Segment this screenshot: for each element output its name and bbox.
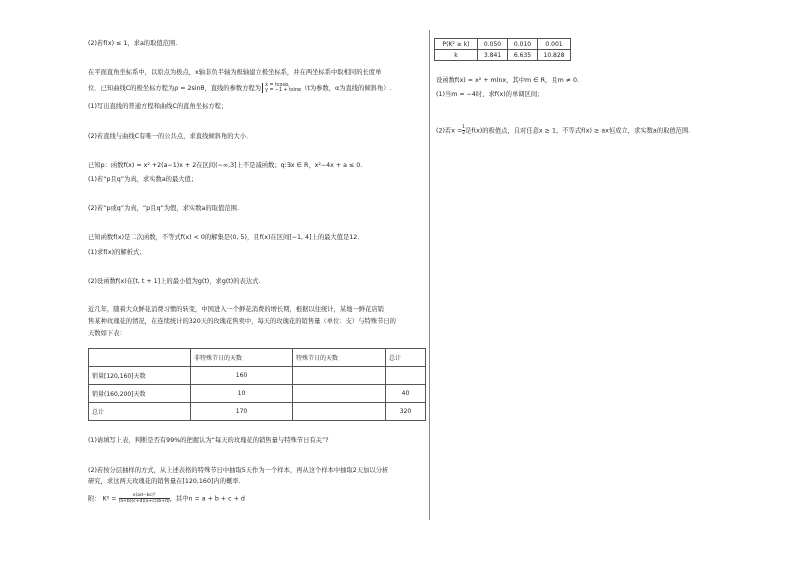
table-cell: 0.050 [478,39,508,50]
table-header-row [89,349,426,367]
table-cell: k [435,50,478,61]
table-cell: 10 [191,385,293,403]
q5-intro-line2: 售某种玫瑰花的情况，在连续统计的320天的玫瑰花售卖中，每天的玫瑰花的销售量（单位：支）与特殊节日的 [88,318,396,325]
q3-intro: 已知p：函数f(x) = x² +2(a−1)x + 2在区间(−∞,3]上不是减函数；q:∃x ∈ R，x²−4x + a ≤ 0. [88,162,363,169]
q3-part2: (2)若“p或q”为真，“p且q”为假，求实数a的取值范围. [88,205,239,212]
table-row [435,50,571,61]
param-eq-x: x = tcosα, [265,83,290,88]
formula-fraction [119,493,170,504]
q2-intro-line1: 在平面直角坐标系中，以原点为极点，x轴非负半轴为极轴建立极坐标系，并在两坐标系中取相同的长度单 [88,69,382,76]
table-header-cell: 非特殊节日的天数 [191,349,293,367]
table-cell [293,385,386,403]
table-cell: P(K² ≥ k) [435,39,478,50]
q4-part1: (1)求f(x)的解析式； [88,249,146,256]
q6-intro: 设函数f(x) = x² + mlnx，其中m ∈ R，且m ≠ 0. [436,77,580,84]
table-cell: 3.841 [478,50,508,61]
table-cell: 170 [191,403,293,421]
table-cell: 10.828 [538,50,571,61]
q2-part1: (1)写出直线的普通方程和曲线C的直角坐标方程； [88,103,228,110]
formula [88,493,245,504]
table-cell: 40 [386,385,426,403]
q1-part2: (2)若f(x) ≤ 1，求a的取值范围. [88,40,178,47]
formula-prefix: 附： [88,495,101,503]
param-system [262,83,301,93]
q6-part2b: 是f(x)的极值点，且对任意x ≥ 1，不等式f(x) ≥ ax恒成立，求实数a的取值范围. [465,127,691,135]
table-cell: 总计 [89,403,191,421]
sales-table [88,348,426,421]
table-row [89,403,426,421]
probability-table [434,38,571,61]
half-numerator: 1 [462,125,466,130]
q2-intro-line2b: （t为参数，α为直线的倾斜角）. [301,85,392,93]
half-denominator: 2 [462,131,466,136]
table-cell: 销量[120,160]天数 [89,367,191,385]
q6-part1: (1)当m = −4时，求f(x)的单调区间； [436,91,544,98]
formula-suffix: ，其中n = a + b + c + d [169,495,245,503]
q6-part2 [436,125,690,136]
q5-part2-line1: (2)若按分层抽样的方式，从上述表格的特殊节日中抽取5天作为一个样本，再从这个样本中抽取2天加以分析 [88,467,389,474]
q2-intro-line2 [88,83,392,93]
q4-part2: (2)设函数f(x)在[t, t + 1]上的最小值为g(t)，求g(t)的表达式. [88,278,261,285]
table-cell [293,367,386,385]
param-eq-y: y = −1 + tsinα [265,88,302,94]
formula-denominator: (a+b)(c+d)(a+c)(b+d) [118,499,170,504]
q2-part2: (2)若直线与曲线C有唯一的公共点，求直线倾斜角的大小． [88,133,253,140]
table-header-cell [89,349,191,367]
table-header-cell: 特殊节日的天数 [293,349,386,367]
table-cell [293,403,386,421]
table-cell: 6.635 [508,50,538,61]
q6-part2a: (2)若x = [436,127,463,135]
q5-part2-line2: 研究，求这两天玫瑰花的销售量在[120,160]内的概率. [88,478,241,485]
table-cell: 160 [191,367,293,385]
table-row [89,385,426,403]
q3-part1: (1)若“p且q”为真，求实数a的最大值； [88,176,198,183]
formula-k: K² = [102,495,117,503]
q5-intro-line3: 天数如下表： [88,330,126,337]
table-cell: 0.010 [508,39,538,50]
q4-intro: 已知函数f(x)是二次函数，不等式f(x) < 0的解集是(0, 5)，且f(x)在区间[−1, 4]上的最大值是12． [88,234,364,241]
table-cell: 销量(160,200]天数 [89,385,191,403]
table-cell: 0.001 [538,39,571,50]
q5-intro-line1: 近几年，随着大众鲜花消费习惯的转变，中国进入一个鲜花消费的增长期，根据以往统计，某地一鲜花店销 [88,306,384,313]
q2-intro-line2a: 位．已知曲线C的极坐标方程为ρ = 2sinθ，直线的参数方程为 [88,85,262,93]
table-row [435,39,571,50]
formula-numerator: n(ad−bc)² [119,493,170,499]
table-cell: 320 [386,403,426,421]
q5-part1: (1)请填写上表，判断是否有99%的把握认为“每天的玫瑰花的销售量与特殊节日有关”? [88,437,329,444]
table-row [89,367,426,385]
table-cell [386,367,426,385]
table-header-cell: 总计 [386,349,426,367]
column-divider [429,30,430,520]
